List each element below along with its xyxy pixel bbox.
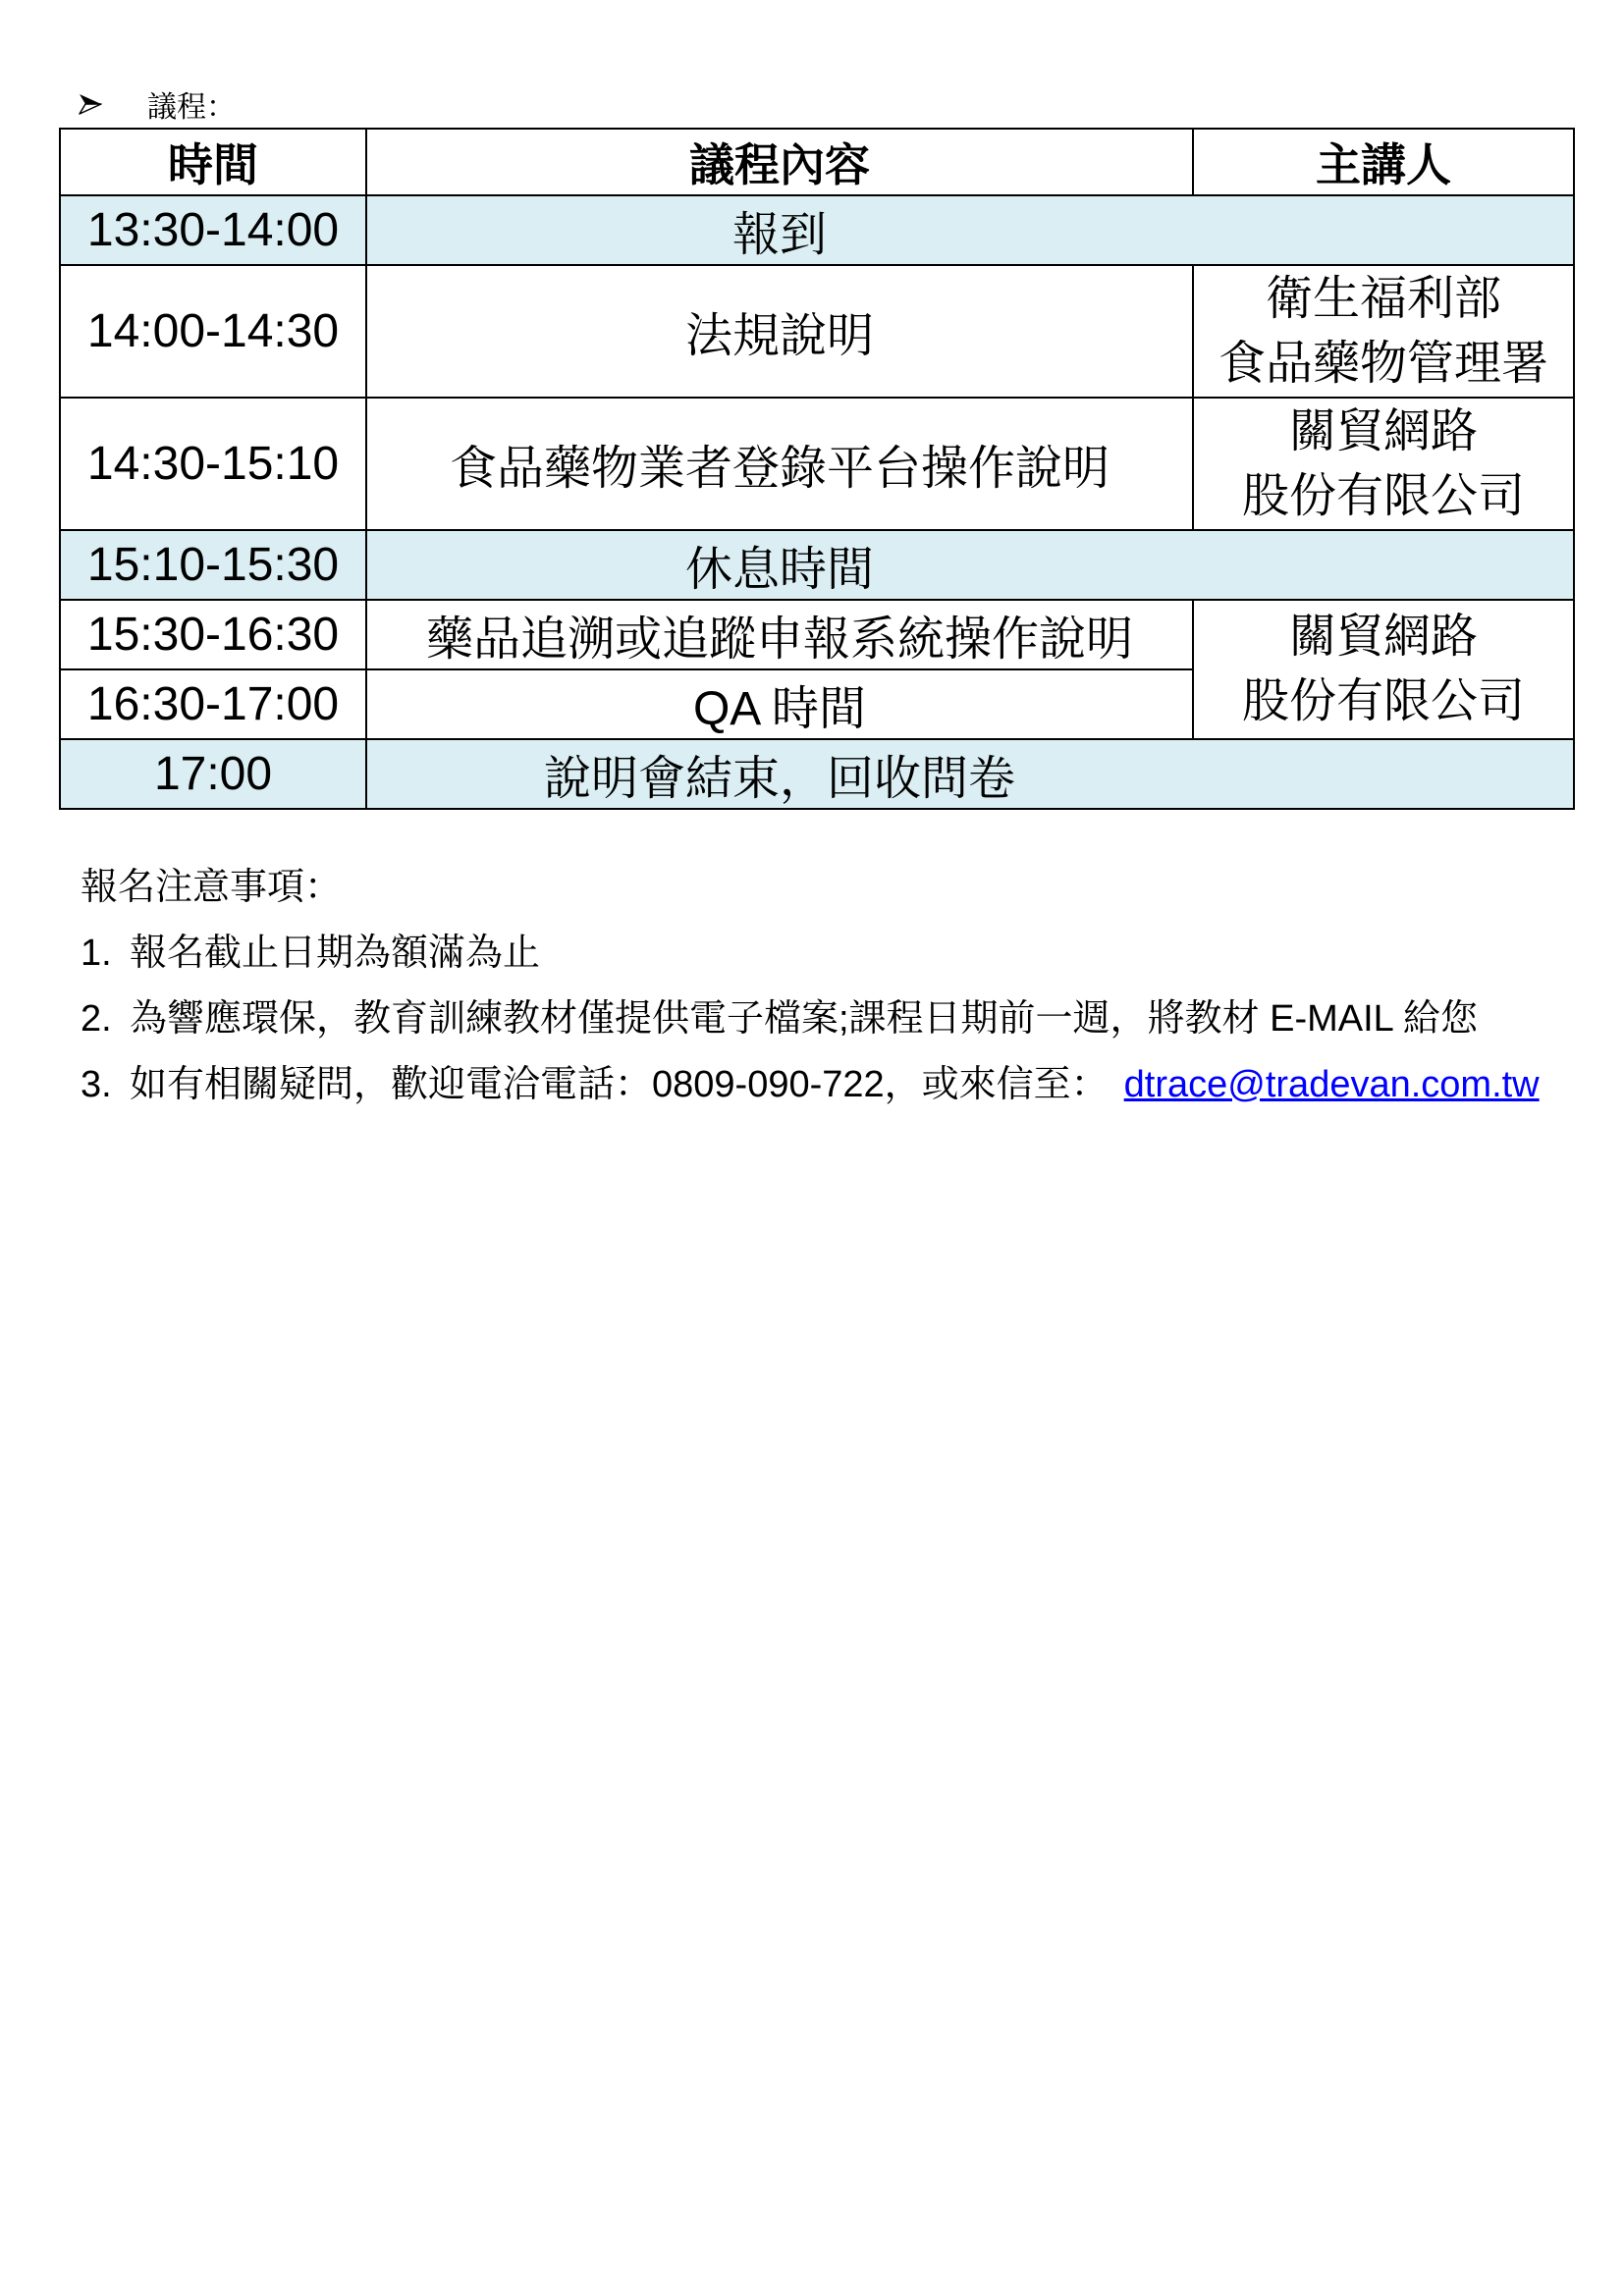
content-cell: 報到	[366, 195, 1574, 265]
speaker-line: 關貿網路	[1288, 611, 1478, 663]
contact-email-link[interactable]: dtrace@tradevan.com.tw	[1123, 1064, 1540, 1105]
speaker-line: 衛生福利部	[1265, 272, 1501, 325]
content-cell: 休息時間	[366, 530, 1574, 600]
note-item	[81, 987, 1593, 1052]
table-row	[60, 398, 1574, 530]
time-cell: 17:00	[60, 739, 366, 809]
content-cell: 說明會結束，回收問卷	[366, 739, 1574, 809]
note-number: 2.	[81, 998, 112, 1040]
table-row	[60, 530, 1574, 600]
note-text: 如有相關疑問，歡迎電洽電話：0809-090-722，或來信至：	[130, 1064, 1109, 1105]
time-cell: 16:30-17:00	[60, 669, 366, 739]
content-cell: QA 時間	[366, 669, 1193, 739]
note-text: 為響應環保，教育訓練教材僅提供電子檔案;課程日期前一週，將教材 E-MAIL 給您	[130, 998, 1478, 1040]
note-item	[81, 1052, 1593, 1118]
speaker-cell	[1193, 398, 1574, 530]
header-speaker: 主講人	[1193, 129, 1574, 195]
agenda-table	[59, 128, 1575, 810]
table-header-row	[60, 129, 1574, 195]
agenda-heading-label: 議程：	[147, 90, 236, 125]
table-row	[60, 265, 1574, 398]
speaker-line: 關貿網路	[1288, 404, 1478, 457]
note-text: 報名截止日期為額滿為止	[130, 933, 541, 974]
time-cell: 15:10-15:30	[60, 530, 366, 600]
time-cell: 14:00-14:30	[60, 265, 366, 398]
speaker-line: 食品藥物管理署	[1218, 337, 1548, 390]
registration-notes	[81, 855, 1593, 1118]
note-number: 1.	[81, 933, 112, 974]
table-row	[60, 600, 1574, 669]
speaker-cell	[1193, 265, 1574, 398]
speaker-line: 股份有限公司	[1241, 469, 1525, 522]
content-cell: 食品藥物業者登錄平台操作說明	[366, 398, 1193, 530]
speaker-cell	[1193, 600, 1574, 739]
content-cell: 藥品追溯或追蹤申報系統操作說明	[366, 600, 1193, 669]
notes-title: 報名注意事項：	[81, 867, 343, 908]
table-row	[60, 195, 1574, 265]
time-cell: 13:30-14:00	[60, 195, 366, 265]
agenda-heading	[79, 84, 236, 124]
arrow-bullet-icon	[79, 93, 102, 115]
note-item	[81, 921, 1593, 987]
header-time: 時間	[60, 129, 366, 195]
speaker-line: 股份有限公司	[1241, 675, 1525, 727]
content-cell: 法規說明	[366, 265, 1193, 398]
time-cell: 14:30-15:10	[60, 398, 366, 530]
time-cell: 15:30-16:30	[60, 600, 366, 669]
header-content: 議程內容	[366, 129, 1193, 195]
note-number: 3.	[81, 1064, 112, 1105]
table-row	[60, 739, 1574, 809]
